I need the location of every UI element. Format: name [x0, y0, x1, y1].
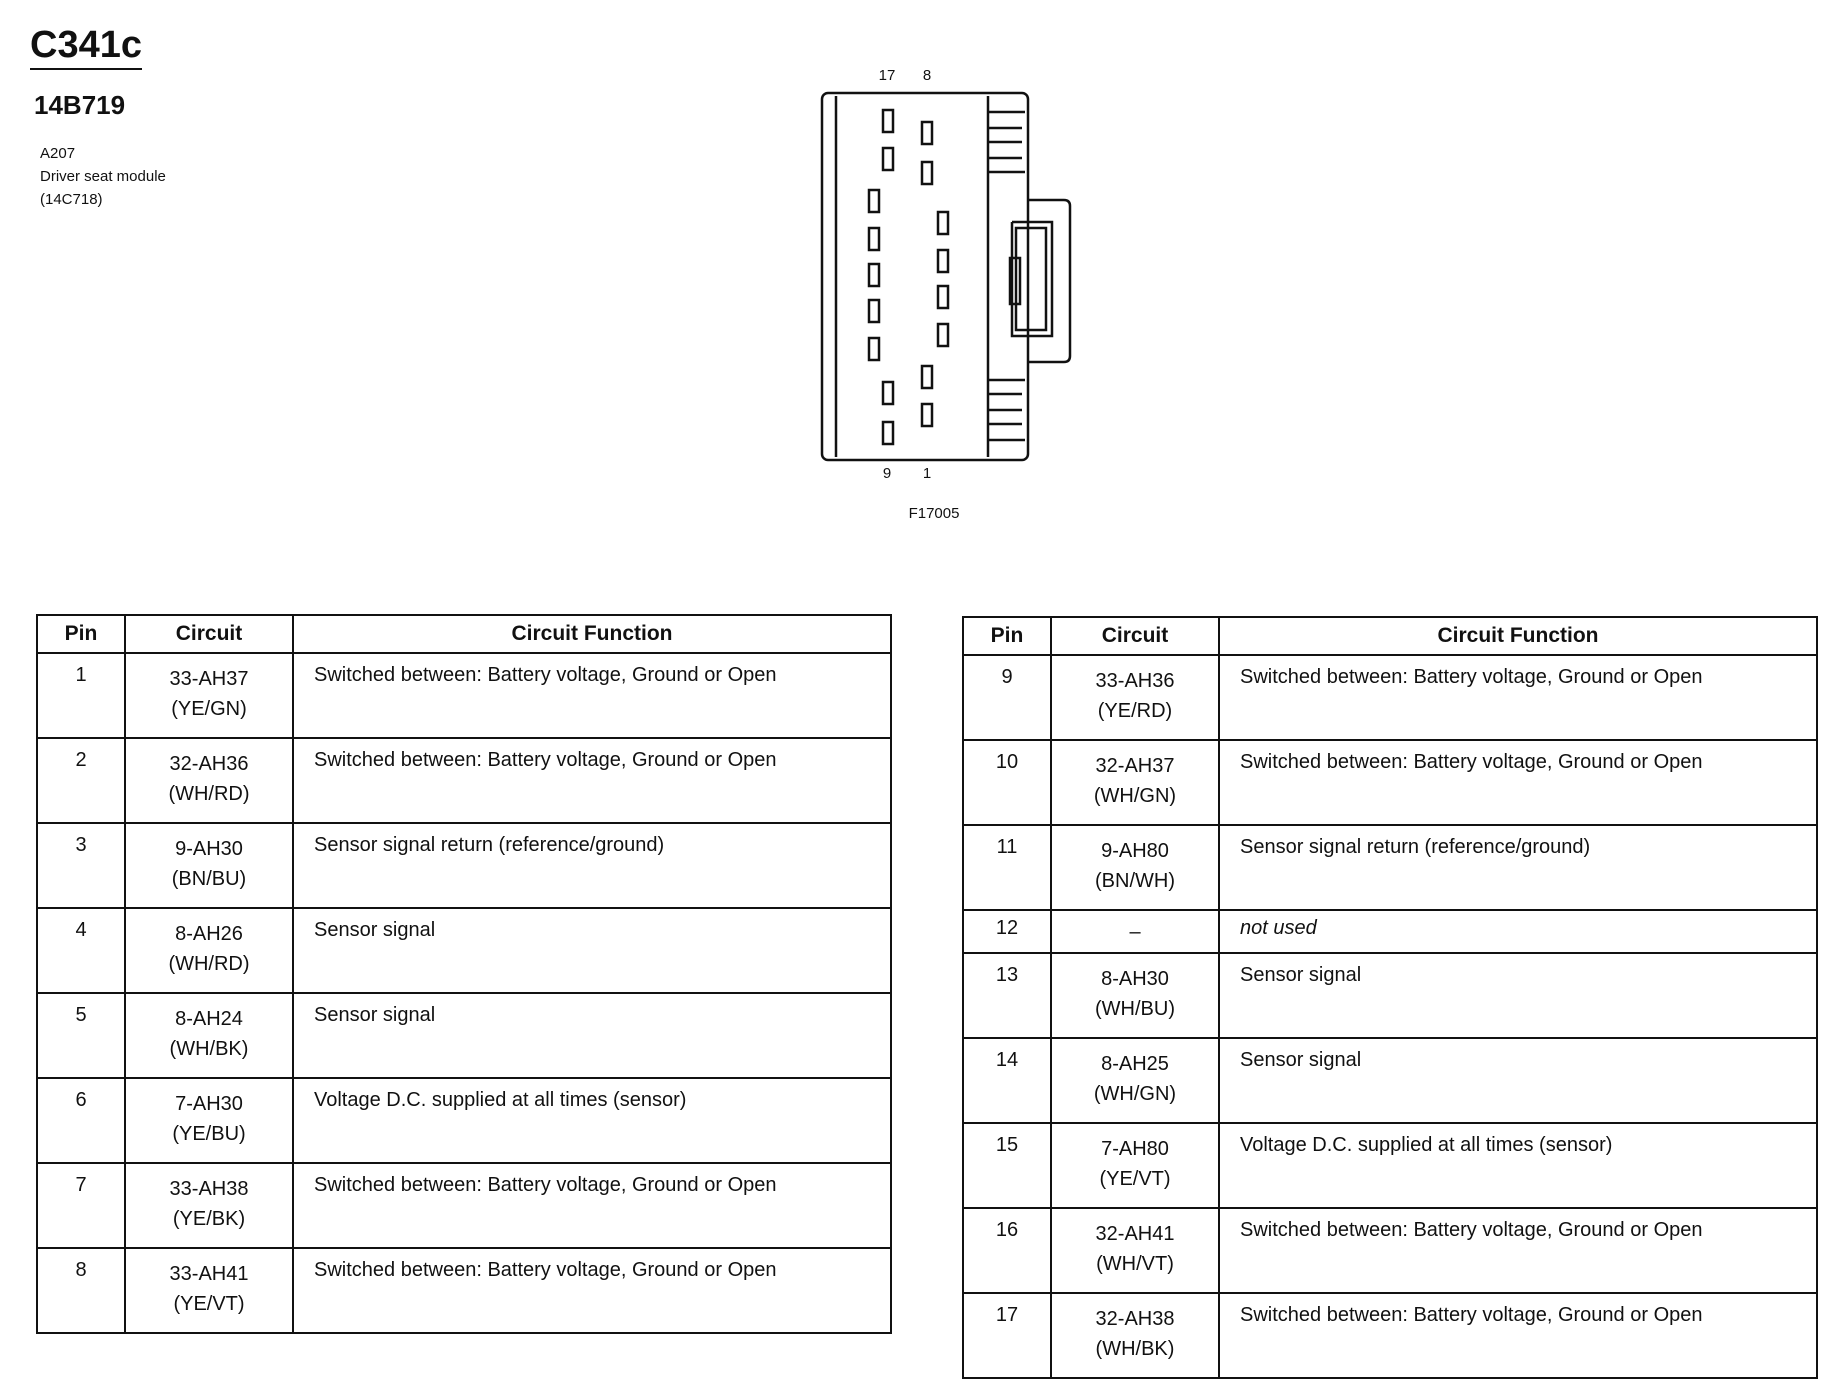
circuit-cell	[1051, 655, 1219, 740]
circuit-function: Voltage D.C. supplied at all times (sensor)	[293, 1078, 891, 1163]
connector-face-diagram	[0, 0, 1848, 540]
table-row	[963, 655, 1817, 740]
circuit-cell	[1051, 910, 1219, 953]
circuit-code: 32-AH36	[169, 753, 249, 775]
pin-cavity-15	[869, 190, 879, 212]
circuit-cell	[1051, 1293, 1219, 1378]
table-row	[963, 740, 1817, 825]
circuit-function: Switched between: Battery voltage, Ground or Open	[293, 1248, 891, 1333]
circuit-cell	[1051, 1123, 1219, 1208]
pin-table-right	[962, 616, 1818, 1379]
circuit-function: Sensor signal	[1219, 1038, 1817, 1123]
circuit-code: 33-AH37	[169, 668, 249, 690]
part-number: 14B719	[34, 90, 126, 120]
wire-color: (YE/GN)	[171, 698, 247, 720]
circuit-cell	[125, 1248, 293, 1333]
pin-cavity-4	[938, 286, 948, 308]
header-pin: Pin	[963, 617, 1051, 655]
component-line: (14C718)	[40, 191, 103, 208]
pin-cavity-8	[922, 122, 932, 144]
wire-color: (WH/BK)	[1095, 1338, 1175, 1360]
pin-cavity-17	[883, 110, 893, 132]
component-line: A207	[40, 145, 76, 162]
circuit-cell	[1051, 953, 1219, 1038]
circuit-cell	[125, 993, 293, 1078]
wire-color: (YE/BK)	[172, 1208, 246, 1230]
circuit-code: 8-AH25	[1101, 1053, 1169, 1075]
pin-cavity-11	[869, 338, 879, 360]
header-pin: Pin	[37, 615, 125, 653]
wire-color: (WH/BU)	[1095, 998, 1175, 1020]
pin-number: 10	[963, 740, 1051, 825]
header-circuit-function: Circuit Function	[293, 615, 891, 653]
locking-tab-inner	[1012, 222, 1052, 336]
pin-cavity-7	[922, 162, 932, 184]
circuit-cell	[125, 908, 293, 993]
circuit-code: 7-AH80	[1101, 1138, 1169, 1160]
wire-color: (YE/BU)	[172, 1123, 246, 1145]
circuit-code: –	[1129, 921, 1141, 943]
pin-table-left	[36, 614, 892, 1334]
table-row	[963, 1208, 1817, 1293]
pin-cavity-6	[938, 212, 948, 234]
pin-number: 3	[37, 823, 125, 908]
pin-number: 12	[963, 910, 1051, 953]
circuit-function: Switched between: Battery voltage, Ground or Open	[1219, 740, 1817, 825]
pin-cavity-5	[938, 250, 948, 272]
circuit-code: 33-AH36	[1095, 670, 1175, 692]
pin-cavity-1	[922, 404, 932, 426]
pin-cavity-14	[869, 228, 879, 250]
circuit-code: 33-AH41	[169, 1263, 249, 1285]
wire-color: (YE/RD)	[1097, 700, 1173, 722]
pin-number: 6	[37, 1078, 125, 1163]
figure-id: F17005	[908, 505, 960, 522]
circuit-function: Switched between: Battery voltage, Ground or Open	[1219, 1293, 1817, 1378]
circuit-code: 32-AH38	[1095, 1308, 1175, 1330]
pin-cavity-9	[883, 422, 893, 444]
pin-number: 5	[37, 993, 125, 1078]
header-circuit-function: Circuit Function	[1219, 617, 1817, 655]
circuit-function: Sensor signal	[293, 993, 891, 1078]
header-circuit: Circuit	[125, 615, 293, 653]
table-row	[37, 738, 891, 823]
table-row	[963, 825, 1817, 910]
component-line: Driver seat module	[40, 168, 166, 185]
table-row	[37, 1248, 891, 1333]
pin-cavity-3	[938, 324, 948, 346]
locking-tab	[1028, 200, 1070, 362]
connector-id: C341c	[30, 24, 142, 70]
pin-number: 15	[963, 1123, 1051, 1208]
header-circuit: Circuit	[1051, 617, 1219, 655]
circuit-cell	[1051, 825, 1219, 910]
circuit-code: 8-AH24	[175, 1008, 243, 1030]
circuit-cell	[125, 823, 293, 908]
circuit-code: 9-AH80	[1101, 840, 1169, 862]
wire-color: (WH/RD)	[168, 783, 250, 805]
circuit-function: Switched between: Battery voltage, Ground or Open	[293, 1163, 891, 1248]
circuit-cell	[1051, 1208, 1219, 1293]
wire-color: (YE/VT)	[173, 1293, 245, 1315]
wire-color: (WH/GN)	[1093, 1083, 1177, 1105]
circuit-function: Sensor signal return (reference/ground)	[1219, 825, 1817, 910]
wire-color: (WH/VT)	[1096, 1253, 1174, 1275]
circuit-cell	[125, 1163, 293, 1248]
pin-cavity-2	[922, 366, 932, 388]
pin-number: 13	[963, 953, 1051, 1038]
wire-color: (WH/GN)	[1093, 785, 1177, 807]
circuit-code: 7-AH30	[175, 1093, 243, 1115]
wire-color: (WH/BK)	[169, 1038, 249, 1060]
table-row	[37, 1163, 891, 1248]
circuit-function: Switched between: Battery voltage, Ground or Open	[1219, 655, 1817, 740]
circuit-function: Sensor signal return (reference/ground)	[293, 823, 891, 908]
pin-label-9: 9	[882, 465, 892, 482]
pin-number: 17	[963, 1293, 1051, 1378]
pin-number: 16	[963, 1208, 1051, 1293]
pin-number: 14	[963, 1038, 1051, 1123]
pin-label-1: 1	[922, 465, 932, 482]
circuit-code: 9-AH30	[175, 838, 243, 860]
circuit-cell	[125, 1078, 293, 1163]
pin-number: 2	[37, 738, 125, 823]
pin-number: 11	[963, 825, 1051, 910]
circuit-function: Sensor signal	[1219, 953, 1817, 1038]
circuit-cell	[1051, 740, 1219, 825]
circuit-function: Voltage D.C. supplied at all times (sensor)	[1219, 1123, 1817, 1208]
pin-cavity-12	[869, 300, 879, 322]
circuit-function: Sensor signal	[293, 908, 891, 993]
circuit-function: Switched between: Battery voltage, Ground or Open	[1219, 1208, 1817, 1293]
wire-color: (BN/WH)	[1095, 870, 1175, 892]
pin-label-17: 17	[878, 67, 896, 84]
circuit-code: 33-AH38	[169, 1178, 249, 1200]
circuit-code: 32-AH37	[1095, 755, 1175, 777]
circuit-function: not used	[1219, 910, 1817, 953]
wire-color: (YE/VT)	[1099, 1168, 1171, 1190]
pin-number: 8	[37, 1248, 125, 1333]
circuit-function: Switched between: Battery voltage, Ground or Open	[293, 738, 891, 823]
table-row	[963, 1123, 1817, 1208]
pin-number: 9	[963, 655, 1051, 740]
table-row	[37, 653, 891, 738]
table-row	[963, 953, 1817, 1038]
table-row	[37, 908, 891, 993]
pin-cavity-10	[883, 382, 893, 404]
table-row	[963, 1293, 1817, 1378]
table-row	[963, 910, 1817, 953]
circuit-code: 8-AH30	[1101, 968, 1169, 990]
circuit-code: 32-AH41	[1095, 1223, 1175, 1245]
table-row	[37, 823, 891, 908]
pin-label-8: 8	[922, 67, 932, 84]
pin-cavity-16	[883, 148, 893, 170]
circuit-cell	[1051, 1038, 1219, 1123]
circuit-code: 8-AH26	[175, 923, 243, 945]
circuit-function: Switched between: Battery voltage, Ground or Open	[293, 653, 891, 738]
wire-color: (WH/RD)	[168, 953, 250, 975]
pin-number: 1	[37, 653, 125, 738]
pin-number: 7	[37, 1163, 125, 1248]
table-row	[963, 1038, 1817, 1123]
table-row	[37, 993, 891, 1078]
wire-color: (BN/BU)	[171, 868, 247, 890]
circuit-cell	[125, 738, 293, 823]
pin-cavity-13	[869, 264, 879, 286]
circuit-cell	[125, 653, 293, 738]
table-row	[37, 1078, 891, 1163]
pin-number: 4	[37, 908, 125, 993]
